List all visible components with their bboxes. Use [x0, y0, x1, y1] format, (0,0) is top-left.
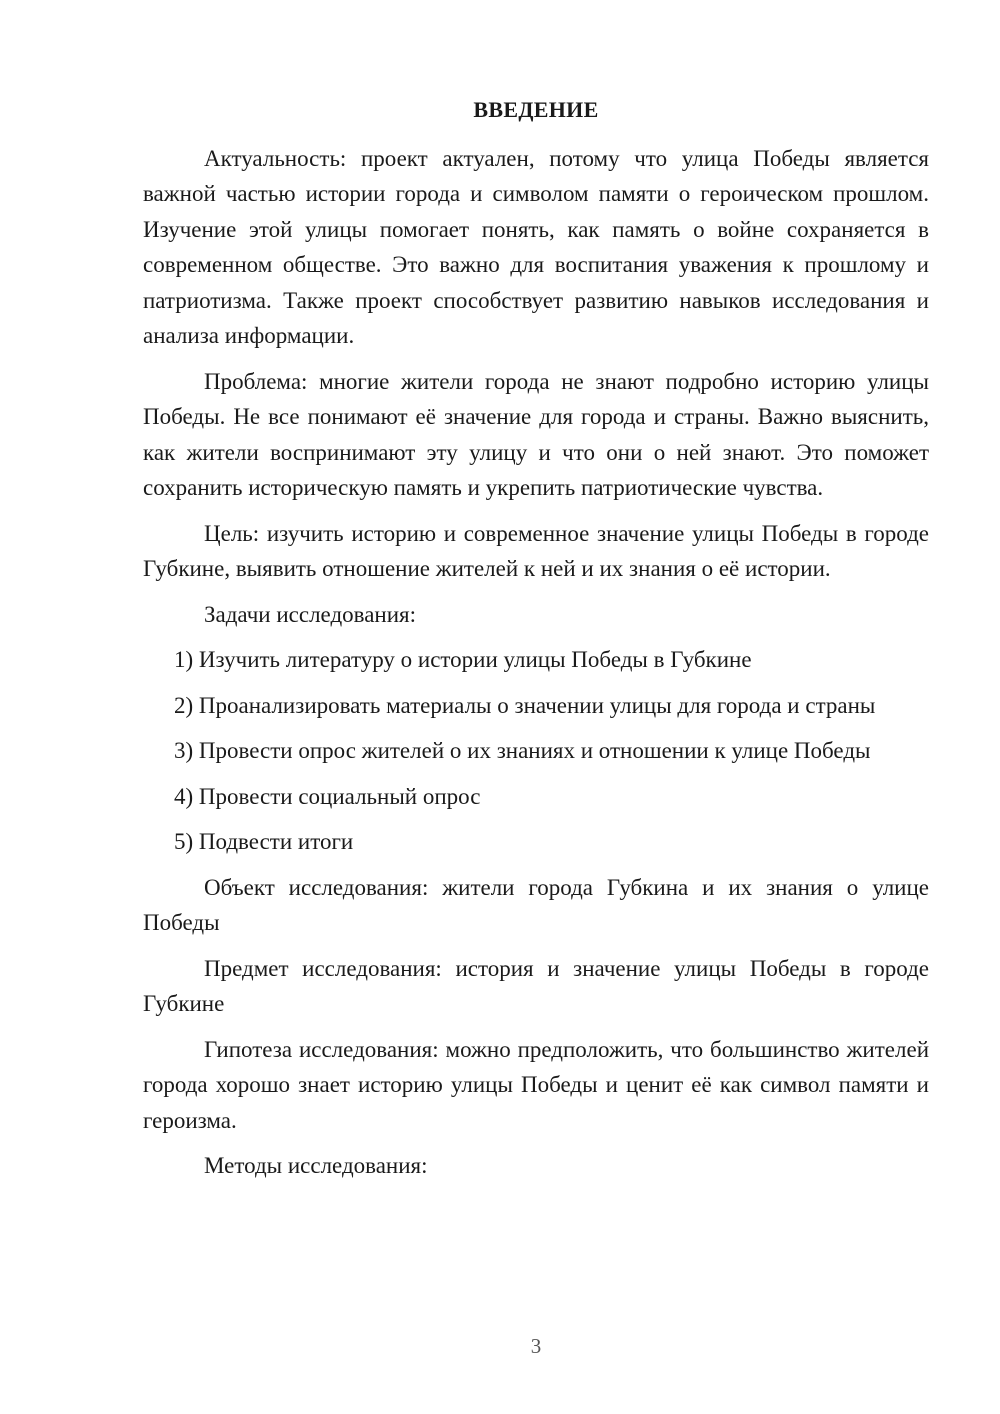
document-page: [143, 92, 929, 1194]
tasks-heading: Задачи исследования:: [204, 601, 417, 627]
paragraph-goal: Цель: изучить историю и современное значение улицы Победы в городе Губкине, выявить отношение жителей к ней и их знания о её истории.: [143, 520, 929, 581]
task-item: 5) Подвести итоги: [174, 829, 354, 854]
paragraph-problem: Проблема: многие жители города не знают подробно историю улицы Победы. Не все понимают её значение для города и страны. Важно выяснить, как жители воспринимают эту улицу и что они о ней знают. Это поможет сохранить историческую память и укрепить патриотические чувства.: [143, 368, 929, 500]
paragraph-hypothesis: Гипотеза исследования: можно предположить, что большинство жителей города хорошо знает историю улицы Победы и ценит её как символ памяти и героизма.: [143, 1036, 929, 1133]
page-number: 3: [530, 1334, 542, 1358]
page-title: ВВЕДЕНИЕ: [473, 97, 599, 122]
task-item: 4) Провести социальный опрос: [174, 783, 481, 809]
task-item: 1) Изучить литературу о истории улицы Победы в Губкине: [174, 647, 752, 672]
paragraph-methods: Методы исследования:: [204, 1153, 428, 1178]
paragraph-subject: Предмет исследования: история и значение улицы Победы в городе Губкине: [143, 955, 929, 1016]
paragraph-relevance: Актуальность: проект актуален, потому что улица Победы является важной частью истории города и символом памяти о героическом прошлом. Изучение этой улицы помогает понять, как память о войне сохраняется в современном обществе. Это важно для воспитания уважения к прошлому и патриотизма. Также проект способствует развитию навыков исследования и анализа информации.: [143, 145, 929, 348]
paragraph-object: Объект исследования: жители города Губкина и их знания о улице Победы: [143, 874, 929, 935]
task-item: 3) Провести опрос жителей о их знаниях и отношении к улице Победы: [174, 738, 871, 763]
task-item: 2) Проанализировать материалы о значении улицы для города и страны: [174, 692, 876, 718]
